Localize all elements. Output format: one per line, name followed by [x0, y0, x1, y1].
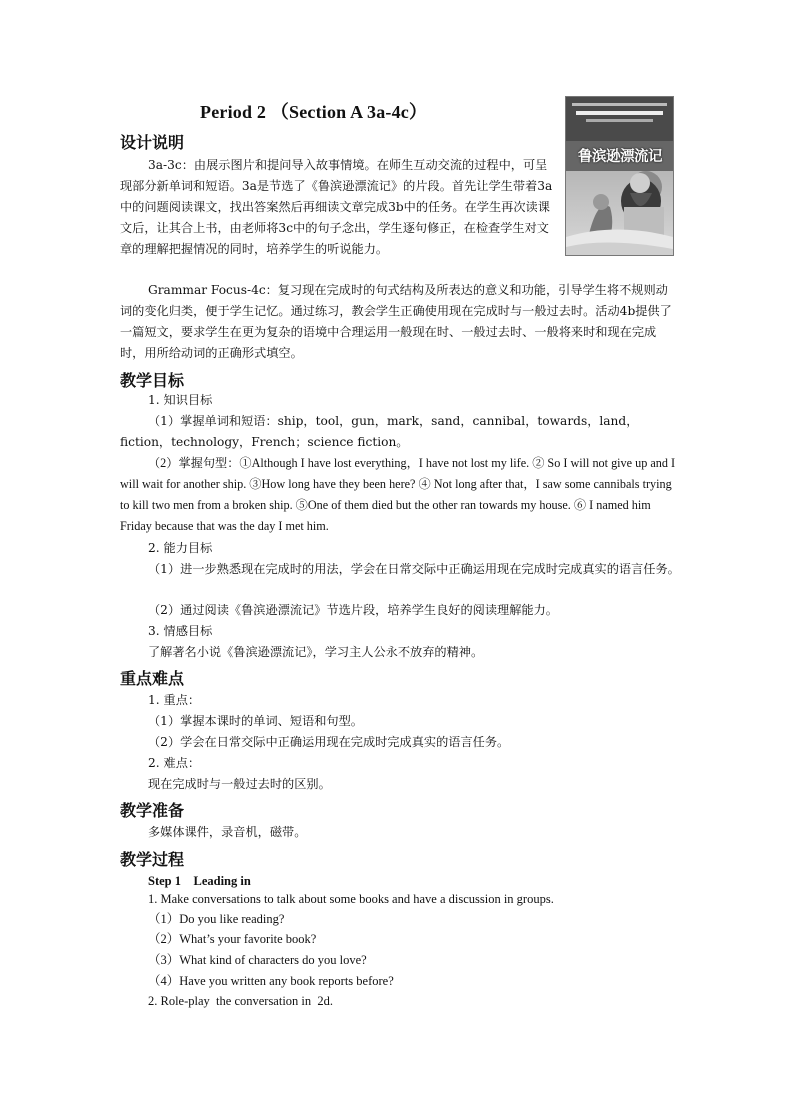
goal-knowledge-sentences: （2）掌握句型：①Although I have lost everything，I have not lost my life. ② So I will not give up and I will wait for another ship. ③How long have they been here? ④ Not long after that，I saw some cannibals trying to kill two men from a broken ship. ⑤One of them died but the other ran towards my house. ⑥ I named him Friday because that was the day I met him.: [120, 456, 676, 533]
question-1: （1）Do you like reading?: [148, 912, 285, 926]
difficult-point-item: 现在完成时与一般过去时的区别。: [148, 777, 331, 791]
goal-ability-title: 2. 能力目标: [148, 541, 213, 555]
question-2: （2）What’s your favorite book?: [148, 932, 317, 946]
heading-design: 设计说明: [120, 133, 185, 152]
goal-emotion-title: 3. 情感目标: [148, 624, 213, 638]
book-cover-title: 鲁滨逊漂流记: [578, 149, 662, 165]
book-cover-image: [565, 96, 674, 256]
heading-process: 教学过程: [120, 850, 185, 869]
goal-ability-item-2: （2）通过阅读《鲁滨逊漂流记》节选片段，培养学生良好的阅读理解能力。: [148, 603, 558, 617]
difficult-point-title: 2. 难点：: [148, 756, 201, 770]
page-title: Period 2 （Section A 3a-4c）: [200, 102, 428, 122]
key-point-title: 1. 重点：: [148, 693, 201, 707]
heading-key-points: 重点难点: [120, 669, 185, 688]
question-4: （4）Have you written any book reports before?: [148, 974, 394, 988]
step-1-item-2: 2. Role-play the conversation in 2d.: [148, 994, 334, 1008]
key-point-item-1: （1）掌握本课时的单词、短语和句型。: [148, 714, 363, 728]
step-1-item-1: 1. Make conversations to talk about some books and have a discussion in groups.: [148, 892, 554, 906]
preparation-text: 多媒体课件，录音机，磁带。: [148, 825, 307, 839]
heading-preparation: 教学准备: [120, 801, 185, 820]
design-paragraph-2: Grammar Focus-4c：复习现在完成时的句式结构及所表达的意义和功能，引导学生将不规则动词的变化归类，便于学生记忆。通过练习，教会学生正确使用现在完成时与一般过去时。活动4b提供了一篇短文，要求学生在更为复杂的语境中合理运用一般现在时、一般过去时、一般将来时和现在完成时，用所给动词的正确形式填空。: [120, 283, 672, 360]
design-paragraph-1: 3a-3c：由展示图片和提问导入故事情境。在师生互动交流的过程中，可呈现部分新单词和短语。3a是节选了《鲁滨逊漂流记》的片段。首先让学生带着3a中的问题阅读课文，找出答案然后再细读文章完成3b中的任务。在学生再次读课文后，让其合上书，由老师将3c中的句子念出，学生逐句修正，在检查学生对文章的理解把握情况的同时，培养学生的听说能力。: [120, 158, 553, 256]
question-3: （3）What kind of characters do you love?: [148, 953, 367, 967]
step-1-title: Step 1 Leading in: [148, 874, 251, 888]
goal-ability-item-1: （1）进一步熟悉现在完成时的用法，学会在日常交际中正确运用现在完成时完成真实的语言任务。: [148, 562, 680, 576]
goal-knowledge-title: 1. 知识目标: [148, 393, 213, 407]
book-cover-illustration: [566, 97, 673, 255]
heading-goals: 教学目标: [120, 371, 185, 390]
goal-knowledge-words: （1）掌握单词和短语：ship，tool，gun，mark，sand，cannibal，towards，land，fiction，technology，French；science fiction。: [120, 414, 639, 449]
goal-emotion-item: 了解著名小说《鲁滨逊漂流记》，学习主人公永不放弃的精神。: [148, 645, 484, 659]
key-point-item-2: （2）学会在日常交际中正确运用现在完成时完成真实的语言任务。: [148, 735, 510, 749]
